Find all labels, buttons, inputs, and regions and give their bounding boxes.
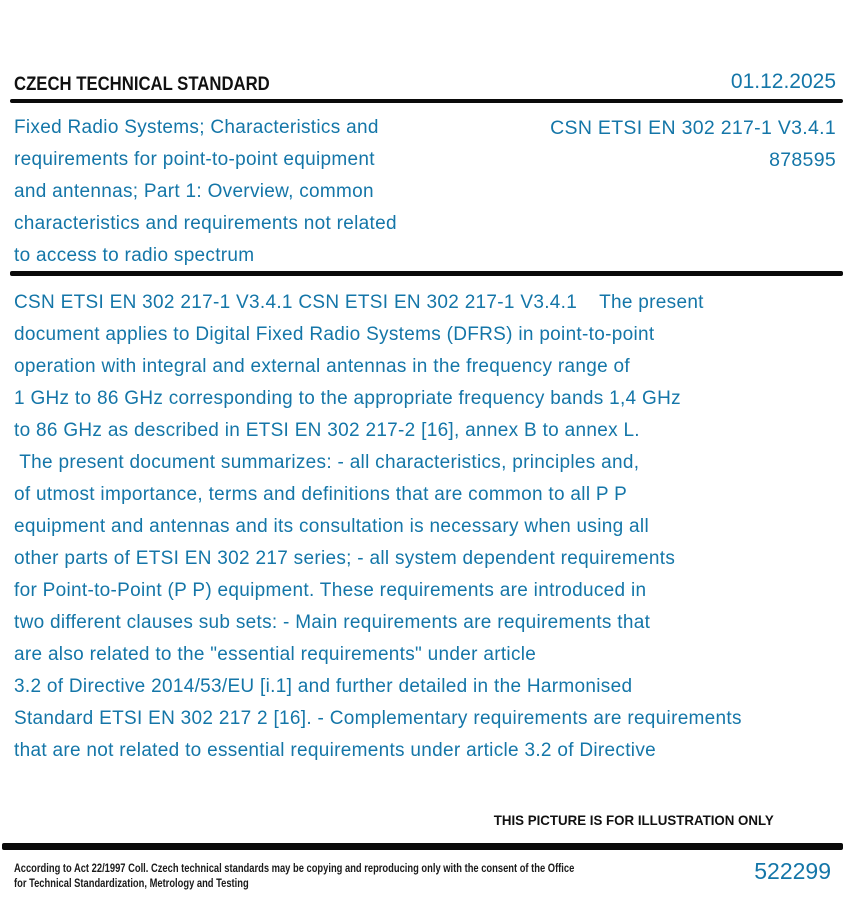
abstract-line: other parts of ETSI EN 302 217 series; - all system dependent requirements — [14, 548, 676, 569]
abstract-line: The present document summarizes: - all characteristics, principles and, — [14, 452, 640, 473]
abstract-line: are also related to the "essential requirements" under article — [14, 644, 537, 665]
title-divider — [10, 271, 843, 276]
abstract-line: that are not related to essential requirements under article 3.2 of Directive — [14, 740, 656, 761]
page-title: CZECH TECHNICAL STANDARD — [14, 74, 270, 95]
header-divider — [10, 99, 843, 103]
copyright-notice — [14, 861, 574, 891]
standard-identifiers — [436, 112, 836, 176]
abstract-line: for Point-to-Point (P P) equipment. These requirements are introduced in — [14, 580, 647, 601]
abstract-line: to 86 GHz as described in ETSI EN 302 217-2 [16], annex B to annex L. — [14, 420, 640, 441]
copyright-line: According to Act 22/1997 Coll. Czech technical standards may be copying and reproducing only with the consent of the Office — [14, 861, 575, 875]
standard-designation: CSN ETSI EN 302 217-1 V3.4.1 — [550, 117, 836, 139]
standard-title-line: requirements for point-to-point equipment — [14, 149, 375, 170]
illustration-only-notice: THIS PICTURE IS FOR ILLUSTRATION ONLY — [493, 812, 774, 828]
abstract-line: Standard ETSI EN 302 217 2 [16]. - Complementary requirements are requirements — [14, 708, 742, 729]
order-number: 522299 — [754, 858, 831, 884]
abstract-line: equipment and antennas and its consultation is necessary when using all — [14, 516, 649, 537]
standard-title-line: characteristics and requirements not related — [14, 213, 397, 234]
abstract-line: document applies to Digital Fixed Radio Systems (DFRS) in point-to-point — [14, 324, 655, 345]
abstract-text — [14, 287, 854, 767]
abstract-line: 1 GHz to 86 GHz corresponding to the appropriate frequency bands 1,4 GHz — [14, 388, 681, 409]
issue-date: 01.12.2025 — [730, 70, 836, 93]
standard-title-line: and antennas; Part 1: Overview, common — [14, 181, 374, 202]
abstract-line: 3.2 of Directive 2014/53/EU [i.1] and further detailed in the Harmonised — [14, 676, 633, 697]
abstract-line: operation with integral and external antennas in the frequency range of — [14, 356, 630, 377]
standard-title-line: Fixed Radio Systems; Characteristics and — [14, 117, 379, 138]
abstract-line: CSN ETSI EN 302 217-1 V3.4.1 CSN ETSI EN 302 217-1 V3.4.1 The present — [14, 292, 704, 313]
abstract-line: two different clauses sub sets: - Main requirements are requirements that — [14, 612, 651, 633]
catalog-number: 878595 — [769, 149, 836, 171]
standard-title-line: to access to radio spectrum — [14, 245, 255, 266]
abstract-line: of utmost importance, terms and definitions that are common to all P P — [14, 484, 628, 505]
footer-divider — [2, 843, 843, 850]
copyright-line: for Technical Standardization, Metrology and Testing — [14, 876, 249, 890]
